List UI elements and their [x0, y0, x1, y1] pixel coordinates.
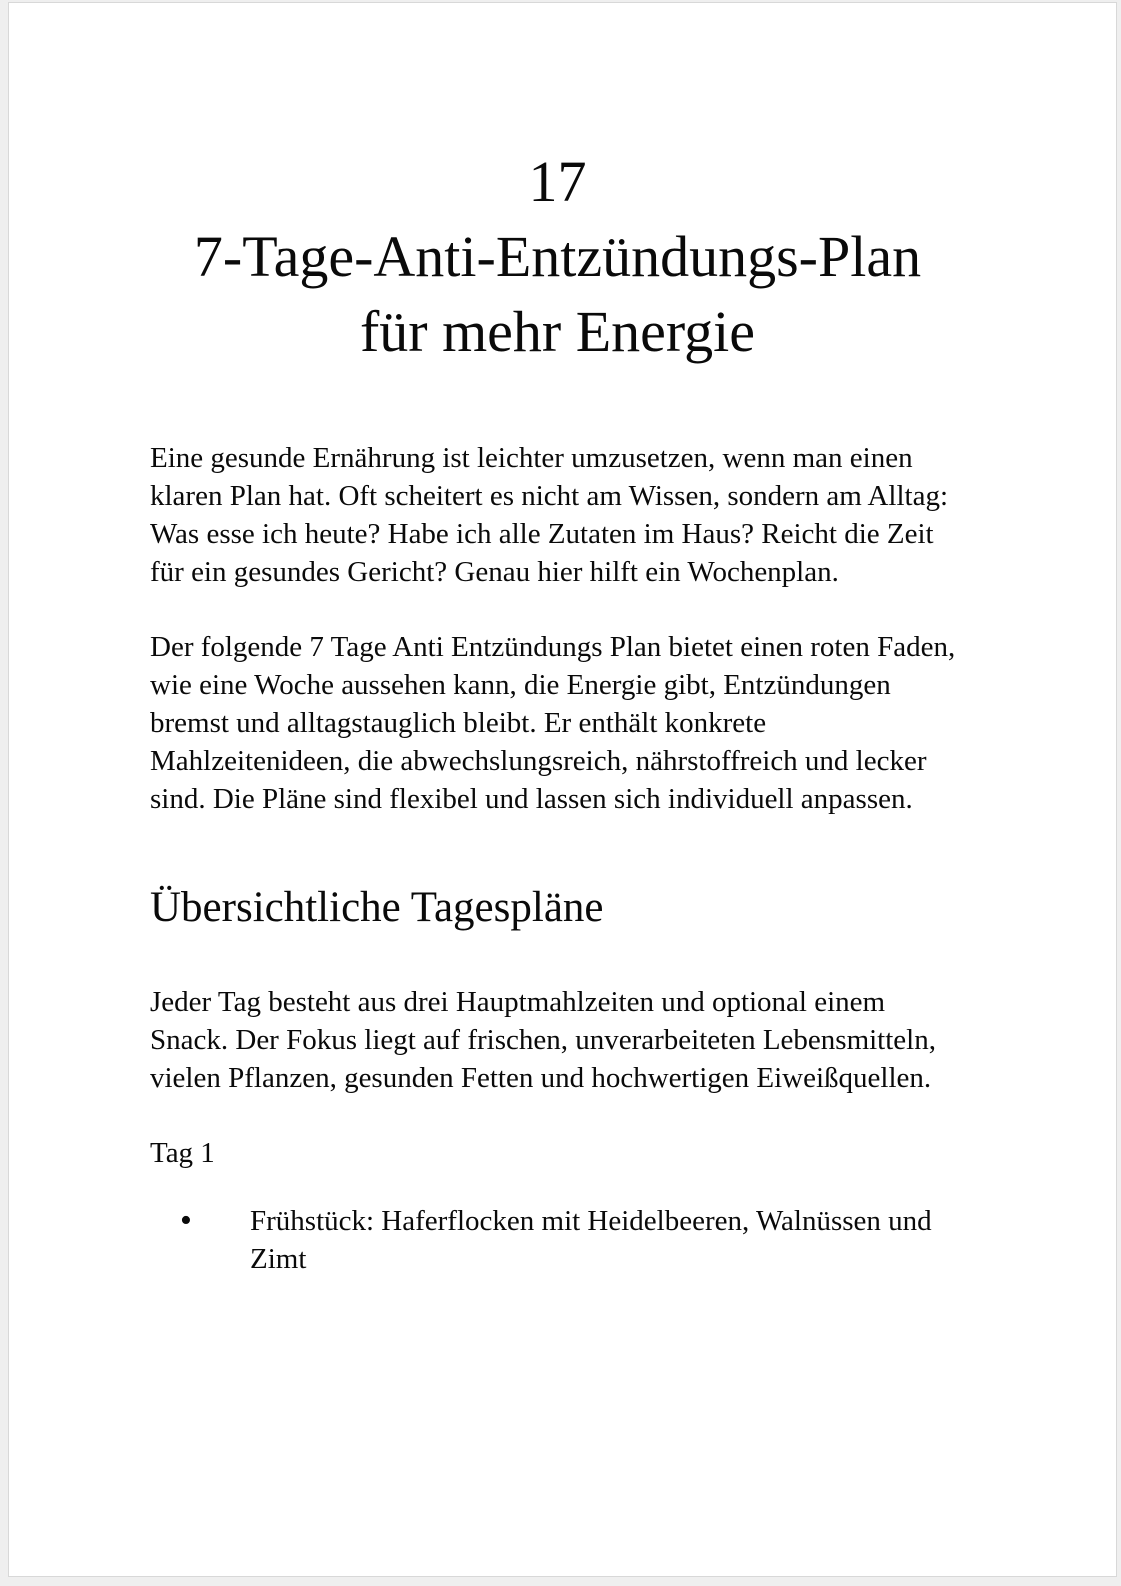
chapter-header	[150, 144, 965, 369]
document-page	[8, 2, 1117, 1577]
chapter-title-line-2: für mehr Energie	[359, 299, 756, 364]
chapter-title-line-1: 7-Tage-Anti-Entzündungs-Plan	[193, 224, 922, 289]
intro-paragraph-1: Eine gesunde Ernährung ist leichter umzusetzen, wenn man einen klaren Plan hat. Oft scheitert es nicht am Wissen, sondern am Alltag: Was esse ich heute? Habe ich alle Zutaten im Haus? Reicht die Zeit für ein gesundes Gericht? Genau hier hilft ein Wochenplan.	[150, 442, 949, 588]
chapter-number: 17	[528, 149, 587, 214]
section-paragraph: Jeder Tag besteht aus drei Hauptmahlzeiten und optional einem Snack. Der Fokus liegt auf frischen, unverarbeiteten Lebensmitteln, vielen Pflanzen, gesunden Fetten und hochwertigen Eiweißquellen.	[150, 986, 936, 1094]
meal-item-text: Frühstück: Haferflocken mit Heidelbeeren, Walnüssen und Zimt	[250, 1205, 932, 1275]
day-1-label: Tag 1	[150, 1137, 215, 1169]
meal-list-item	[150, 1202, 965, 1278]
chapter-title	[150, 219, 965, 369]
section-heading: Übersichtliche Tagespläne	[150, 884, 604, 931]
page-content	[150, 144, 965, 1278]
day-1-meal-list	[150, 1202, 965, 1278]
bullet-icon: •	[180, 1202, 192, 1239]
intro-paragraph-2: Der folgende 7 Tage Anti Entzündungs Plan bietet einen roten Faden, wie eine Woche aussehen kann, die Energie gibt, Entzündungen bremst und alltagstauglich bleibt. Er enthält konkrete Mahlzeitenideen, die abwechslungsreich, nährstoffreich und lecker sind. Die Pläne sind flexibel und lassen sich individuell anpassen.	[150, 631, 956, 815]
